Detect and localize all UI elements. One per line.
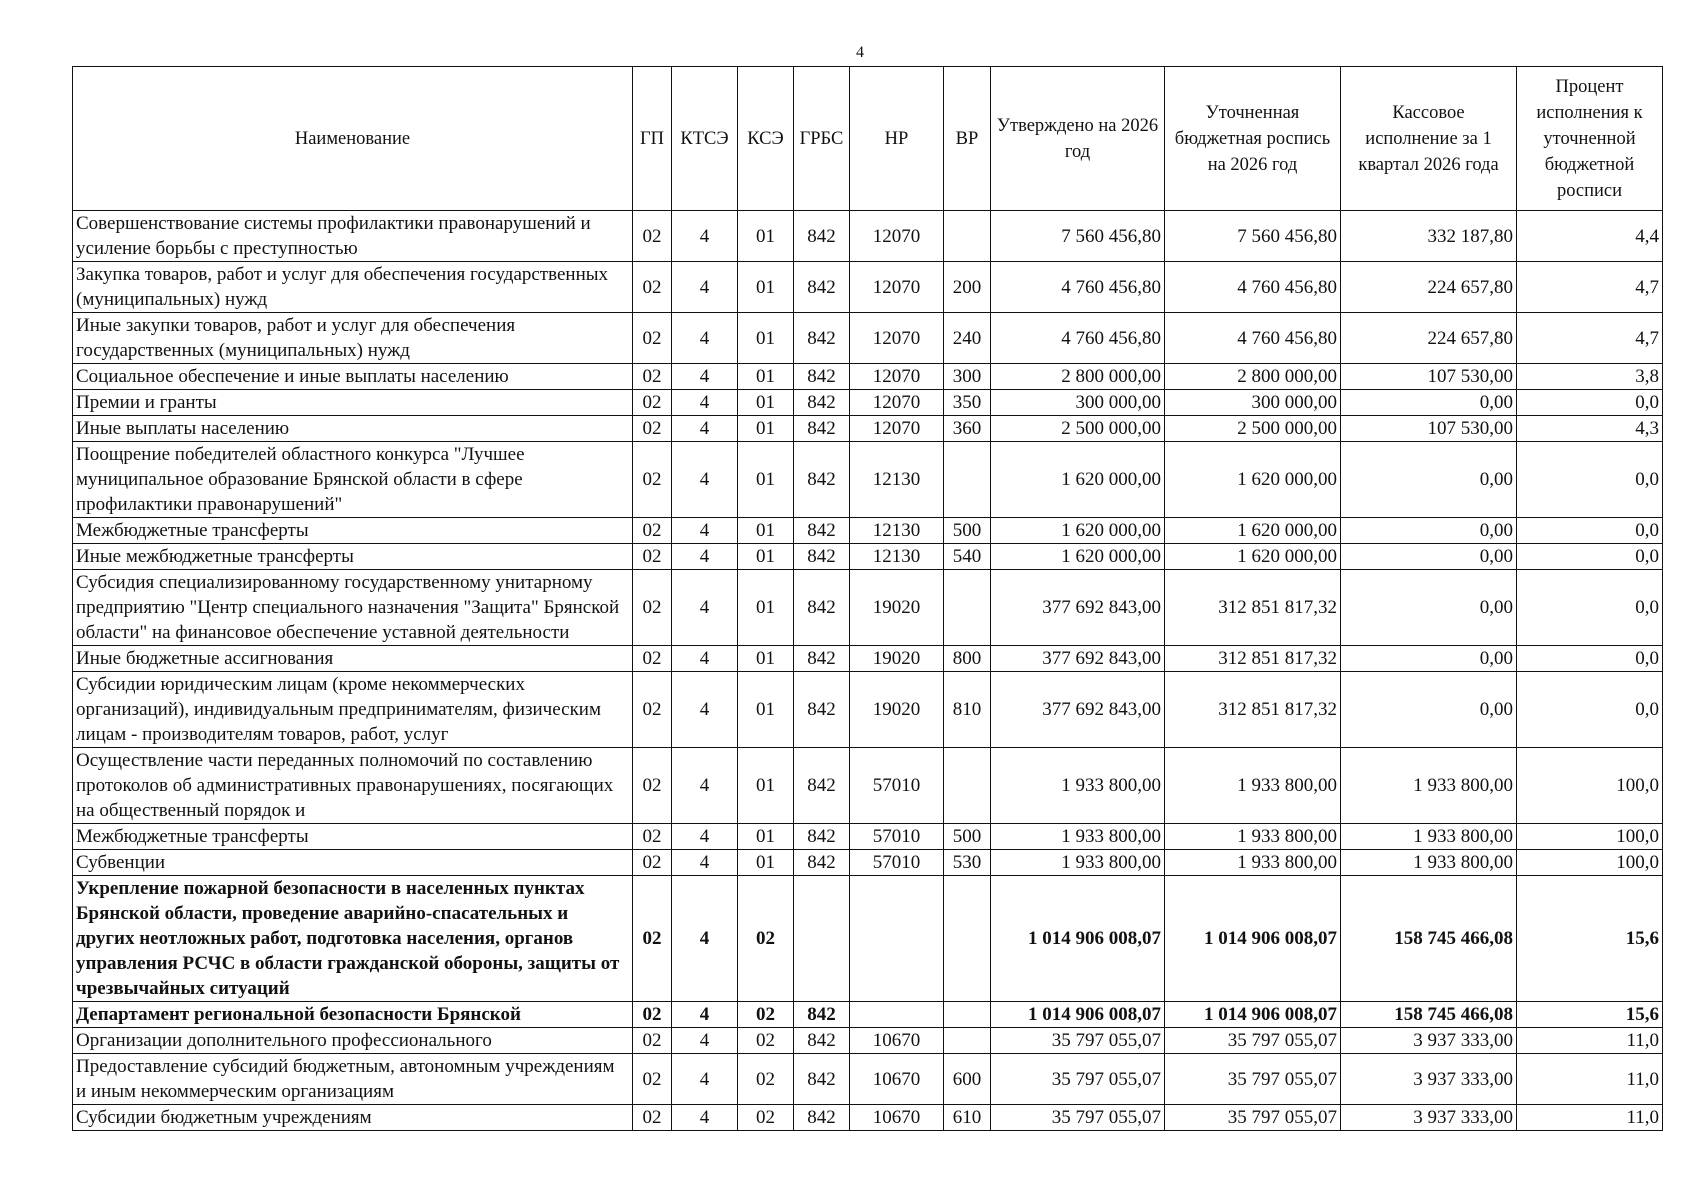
- cell-refined: 1 933 800,00: [1165, 748, 1341, 824]
- table-row: [73, 544, 1663, 570]
- cell-percent: 0,0: [1517, 646, 1663, 672]
- cell-nr: 12070: [850, 416, 944, 442]
- cell-cash: 3 937 333,00: [1341, 1054, 1517, 1105]
- cell-cash: 0,00: [1341, 518, 1517, 544]
- table-row: [73, 1054, 1663, 1105]
- cell-vr: [944, 1002, 991, 1028]
- cell-nr: 19020: [850, 646, 944, 672]
- cell-ktse: 4: [672, 876, 738, 1002]
- cell-cash: 107 530,00: [1341, 416, 1517, 442]
- cell-ktse: 4: [672, 570, 738, 646]
- cell-nr: 19020: [850, 570, 944, 646]
- cell-refined: 312 851 817,32: [1165, 672, 1341, 748]
- header-name: Наименование: [73, 67, 633, 211]
- cell-gp: 02: [633, 850, 672, 876]
- cell-gp: 02: [633, 544, 672, 570]
- cell-nr: 57010: [850, 748, 944, 824]
- cell-refined: 312 851 817,32: [1165, 646, 1341, 672]
- cell-gp: 02: [633, 262, 672, 313]
- cell-vr: 350: [944, 390, 991, 416]
- cell-approved: 1 933 800,00: [991, 824, 1165, 850]
- header-cash: Кассовое исполнение за 1 квартал 2026 года: [1341, 67, 1517, 211]
- cell-name: Субвенции: [73, 850, 633, 876]
- cell-nr: 12070: [850, 262, 944, 313]
- cell-refined: 1 933 800,00: [1165, 824, 1341, 850]
- header-ktse: КТСЭ: [672, 67, 738, 211]
- cell-approved: 2 500 000,00: [991, 416, 1165, 442]
- cell-kse: 01: [738, 570, 794, 646]
- cell-vr: 610: [944, 1105, 991, 1131]
- cell-gp: 02: [633, 824, 672, 850]
- header-grbs: ГРБС: [794, 67, 850, 211]
- table-row: [73, 262, 1663, 313]
- cell-approved: 1 014 906 008,07: [991, 1002, 1165, 1028]
- cell-grbs: 842: [794, 364, 850, 390]
- cell-ktse: 4: [672, 544, 738, 570]
- cell-approved: 1 620 000,00: [991, 544, 1165, 570]
- table-body: [73, 211, 1663, 1131]
- cell-percent: 4,7: [1517, 262, 1663, 313]
- cell-name: Организации дополнительного профессионального: [73, 1028, 633, 1054]
- table-row: [73, 442, 1663, 518]
- header-nr: НР: [850, 67, 944, 211]
- cell-gp: 02: [633, 1105, 672, 1131]
- cell-name: Иные закупки товаров, работ и услуг для обеспечения государственных (муниципальных) нужд: [73, 313, 633, 364]
- cell-grbs: 842: [794, 442, 850, 518]
- cell-ktse: 4: [672, 390, 738, 416]
- cell-name: Осуществление части переданных полномочий по составлению протоколов об административных правонарушениях, посягающих на общественный порядок и: [73, 748, 633, 824]
- cell-kse: 01: [738, 646, 794, 672]
- cell-vr: [944, 748, 991, 824]
- cell-refined: 2 800 000,00: [1165, 364, 1341, 390]
- cell-cash: 0,00: [1341, 442, 1517, 518]
- cell-percent: 11,0: [1517, 1028, 1663, 1054]
- cell-name: Укрепление пожарной безопасности в населенных пунктах Брянской области, проведение аварийно-спасательных и других неотложных работ, подготовка населения, органов управления РСЧС в области гражданской обороны, защиты от чрезвычайных ситуаций: [73, 876, 633, 1002]
- cell-name: Департамент региональной безопасности Брянской: [73, 1002, 633, 1028]
- cell-percent: 0,0: [1517, 570, 1663, 646]
- cell-nr: 12070: [850, 390, 944, 416]
- cell-name: Субсидии бюджетным учреждениям: [73, 1105, 633, 1131]
- cell-approved: 377 692 843,00: [991, 672, 1165, 748]
- cell-nr: [850, 876, 944, 1002]
- cell-vr: [944, 211, 991, 262]
- header-row: [73, 67, 1663, 211]
- cell-kse: 01: [738, 313, 794, 364]
- cell-kse: 02: [738, 1002, 794, 1028]
- cell-cash: 332 187,80: [1341, 211, 1517, 262]
- cell-cash: 3 937 333,00: [1341, 1105, 1517, 1131]
- cell-ktse: 4: [672, 313, 738, 364]
- cell-name: Иные межбюджетные трансферты: [73, 544, 633, 570]
- cell-refined: 312 851 817,32: [1165, 570, 1341, 646]
- page-number: 4: [856, 44, 864, 61]
- cell-nr: 57010: [850, 850, 944, 876]
- table-row: [73, 1028, 1663, 1054]
- cell-gp: 02: [633, 646, 672, 672]
- cell-vr: 500: [944, 518, 991, 544]
- cell-nr: 12130: [850, 544, 944, 570]
- cell-kse: 01: [738, 544, 794, 570]
- cell-nr: 10670: [850, 1028, 944, 1054]
- cell-ktse: 4: [672, 646, 738, 672]
- cell-vr: 600: [944, 1054, 991, 1105]
- header-kse: КСЭ: [738, 67, 794, 211]
- table-row: [73, 824, 1663, 850]
- cell-refined: 4 760 456,80: [1165, 262, 1341, 313]
- cell-vr: [944, 570, 991, 646]
- table-row: [73, 876, 1663, 1002]
- cell-refined: 1 620 000,00: [1165, 544, 1341, 570]
- cell-vr: 530: [944, 850, 991, 876]
- cell-grbs: 842: [794, 1105, 850, 1131]
- cell-name: Социальное обеспечение и иные выплаты населению: [73, 364, 633, 390]
- cell-cash: 3 937 333,00: [1341, 1028, 1517, 1054]
- cell-gp: 02: [633, 390, 672, 416]
- cell-approved: 1 620 000,00: [991, 518, 1165, 544]
- cell-grbs: 842: [794, 211, 850, 262]
- cell-gp: 02: [633, 1054, 672, 1105]
- cell-vr: 240: [944, 313, 991, 364]
- table-row: [73, 313, 1663, 364]
- cell-name: Иные бюджетные ассигнования: [73, 646, 633, 672]
- cell-percent: 0,0: [1517, 672, 1663, 748]
- cell-approved: 35 797 055,07: [991, 1105, 1165, 1131]
- cell-percent: 0,0: [1517, 518, 1663, 544]
- cell-vr: 810: [944, 672, 991, 748]
- cell-name: Межбюджетные трансферты: [73, 518, 633, 544]
- cell-grbs: 842: [794, 1054, 850, 1105]
- cell-ktse: 4: [672, 824, 738, 850]
- cell-vr: 800: [944, 646, 991, 672]
- cell-nr: 57010: [850, 824, 944, 850]
- cell-vr: 200: [944, 262, 991, 313]
- cell-grbs: 842: [794, 262, 850, 313]
- cell-cash: 224 657,80: [1341, 313, 1517, 364]
- cell-refined: 1 620 000,00: [1165, 518, 1341, 544]
- cell-grbs: [794, 876, 850, 1002]
- cell-refined: 300 000,00: [1165, 390, 1341, 416]
- cell-grbs: 842: [794, 672, 850, 748]
- cell-kse: 01: [738, 824, 794, 850]
- cell-ktse: 4: [672, 1105, 738, 1131]
- cell-ktse: 4: [672, 518, 738, 544]
- cell-refined: 1 933 800,00: [1165, 850, 1341, 876]
- cell-vr: [944, 876, 991, 1002]
- cell-percent: 15,6: [1517, 1002, 1663, 1028]
- cell-vr: 540: [944, 544, 991, 570]
- cell-cash: 1 933 800,00: [1341, 850, 1517, 876]
- cell-approved: 35 797 055,07: [991, 1054, 1165, 1105]
- table-row: [73, 364, 1663, 390]
- table-row: [73, 211, 1663, 262]
- cell-vr: 500: [944, 824, 991, 850]
- cell-kse: 01: [738, 364, 794, 390]
- cell-vr: 300: [944, 364, 991, 390]
- table-row: [73, 518, 1663, 544]
- cell-approved: 1 933 800,00: [991, 748, 1165, 824]
- header-refined: Уточненная бюджетная роспись на 2026 год: [1165, 67, 1341, 211]
- cell-gp: 02: [633, 876, 672, 1002]
- cell-kse: 02: [738, 876, 794, 1002]
- cell-refined: 1 014 906 008,07: [1165, 876, 1341, 1002]
- table-row: [73, 570, 1663, 646]
- cell-kse: 02: [738, 1054, 794, 1105]
- cell-kse: 01: [738, 416, 794, 442]
- table-row: [73, 646, 1663, 672]
- cell-grbs: 842: [794, 313, 850, 364]
- cell-grbs: 842: [794, 390, 850, 416]
- cell-ktse: 4: [672, 672, 738, 748]
- cell-approved: 377 692 843,00: [991, 646, 1165, 672]
- cell-percent: 0,0: [1517, 442, 1663, 518]
- cell-name: Предоставление субсидий бюджетным, автономным учреждениям и иным некоммерческим организациям: [73, 1054, 633, 1105]
- cell-nr: 12070: [850, 211, 944, 262]
- cell-grbs: 842: [794, 544, 850, 570]
- cell-grbs: 842: [794, 748, 850, 824]
- cell-cash: 158 745 466,08: [1341, 876, 1517, 1002]
- cell-refined: 35 797 055,07: [1165, 1028, 1341, 1054]
- cell-ktse: 4: [672, 442, 738, 518]
- cell-percent: 0,0: [1517, 544, 1663, 570]
- header-vr: ВР: [944, 67, 991, 211]
- cell-ktse: 4: [672, 748, 738, 824]
- budget-table: [72, 66, 1663, 1131]
- cell-name: Поощрение победителей областного конкурса "Лучшее муниципальное образование Брянской области в сфере профилактики правонарушений": [73, 442, 633, 518]
- cell-refined: 1 014 906 008,07: [1165, 1002, 1341, 1028]
- cell-vr: 360: [944, 416, 991, 442]
- cell-cash: 158 745 466,08: [1341, 1002, 1517, 1028]
- cell-approved: 1 014 906 008,07: [991, 876, 1165, 1002]
- table-row: [73, 850, 1663, 876]
- cell-percent: 11,0: [1517, 1054, 1663, 1105]
- header-percent: Процент исполнения к уточненной бюджетной росписи: [1517, 67, 1663, 211]
- table-row: [73, 672, 1663, 748]
- table-row: [73, 748, 1663, 824]
- cell-name: Субсидии юридическим лицам (кроме некоммерческих организаций), индивидуальным предпринимателям, физическим лицам - производителям товаров, работ, услуг: [73, 672, 633, 748]
- header-gp: ГП: [633, 67, 672, 211]
- cell-ktse: 4: [672, 364, 738, 390]
- cell-cash: 0,00: [1341, 544, 1517, 570]
- cell-kse: 01: [738, 211, 794, 262]
- cell-grbs: 842: [794, 518, 850, 544]
- cell-gp: 02: [633, 313, 672, 364]
- cell-percent: 100,0: [1517, 824, 1663, 850]
- cell-refined: 4 760 456,80: [1165, 313, 1341, 364]
- cell-cash: 224 657,80: [1341, 262, 1517, 313]
- cell-refined: 2 500 000,00: [1165, 416, 1341, 442]
- cell-grbs: 842: [794, 1028, 850, 1054]
- cell-gp: 02: [633, 1002, 672, 1028]
- cell-kse: 01: [738, 850, 794, 876]
- cell-percent: 4,3: [1517, 416, 1663, 442]
- cell-grbs: 842: [794, 1002, 850, 1028]
- cell-cash: 0,00: [1341, 390, 1517, 416]
- cell-nr: 10670: [850, 1105, 944, 1131]
- cell-approved: 1 933 800,00: [991, 850, 1165, 876]
- cell-ktse: 4: [672, 211, 738, 262]
- cell-ktse: 4: [672, 1028, 738, 1054]
- cell-ktse: 4: [672, 1054, 738, 1105]
- cell-name: Иные выплаты населению: [73, 416, 633, 442]
- cell-gp: 02: [633, 416, 672, 442]
- cell-kse: 01: [738, 442, 794, 518]
- cell-approved: 2 800 000,00: [991, 364, 1165, 390]
- cell-ktse: 4: [672, 850, 738, 876]
- cell-percent: 100,0: [1517, 748, 1663, 824]
- cell-grbs: 842: [794, 850, 850, 876]
- cell-kse: 01: [738, 748, 794, 824]
- cell-approved: 1 620 000,00: [991, 442, 1165, 518]
- cell-ktse: 4: [672, 416, 738, 442]
- cell-approved: 35 797 055,07: [991, 1028, 1165, 1054]
- cell-nr: 12130: [850, 518, 944, 544]
- cell-cash: 0,00: [1341, 570, 1517, 646]
- cell-percent: 11,0: [1517, 1105, 1663, 1131]
- cell-approved: 4 760 456,80: [991, 262, 1165, 313]
- table-row: [73, 390, 1663, 416]
- cell-name: Межбюджетные трансферты: [73, 824, 633, 850]
- table-row: [73, 1105, 1663, 1131]
- cell-gp: 02: [633, 442, 672, 518]
- cell-nr: 12070: [850, 364, 944, 390]
- table-row: [73, 1002, 1663, 1028]
- cell-vr: [944, 1028, 991, 1054]
- cell-refined: 1 620 000,00: [1165, 442, 1341, 518]
- table-row: [73, 416, 1663, 442]
- header-approved: Утверждено на 2026 год: [991, 67, 1165, 211]
- cell-grbs: 842: [794, 824, 850, 850]
- cell-name: Субсидия специализированному государственному унитарному предприятию "Центр специального назначения "Защита" Брянской области" на финансовое обеспечение уставной деятельности: [73, 570, 633, 646]
- cell-gp: 02: [633, 518, 672, 544]
- cell-nr: 10670: [850, 1054, 944, 1105]
- cell-gp: 02: [633, 364, 672, 390]
- cell-approved: 7 560 456,80: [991, 211, 1165, 262]
- cell-percent: 4,7: [1517, 313, 1663, 364]
- cell-gp: 02: [633, 211, 672, 262]
- cell-refined: 35 797 055,07: [1165, 1054, 1341, 1105]
- cell-nr: [850, 1002, 944, 1028]
- cell-cash: 107 530,00: [1341, 364, 1517, 390]
- cell-vr: [944, 442, 991, 518]
- cell-name: Совершенствование системы профилактики правонарушений и усиление борьбы с преступностью: [73, 211, 633, 262]
- cell-percent: 4,4: [1517, 211, 1663, 262]
- cell-nr: 12070: [850, 313, 944, 364]
- cell-nr: 12130: [850, 442, 944, 518]
- cell-ktse: 4: [672, 262, 738, 313]
- cell-kse: 01: [738, 390, 794, 416]
- cell-name: Закупка товаров, работ и услуг для обеспечения государственных (муниципальных) нужд: [73, 262, 633, 313]
- cell-kse: 02: [738, 1105, 794, 1131]
- cell-cash: 1 933 800,00: [1341, 824, 1517, 850]
- cell-percent: 0,0: [1517, 390, 1663, 416]
- cell-refined: 7 560 456,80: [1165, 211, 1341, 262]
- cell-cash: 0,00: [1341, 646, 1517, 672]
- cell-approved: 377 692 843,00: [991, 570, 1165, 646]
- cell-percent: 3,8: [1517, 364, 1663, 390]
- cell-cash: 0,00: [1341, 672, 1517, 748]
- cell-gp: 02: [633, 570, 672, 646]
- cell-approved: 300 000,00: [991, 390, 1165, 416]
- cell-grbs: 842: [794, 416, 850, 442]
- cell-kse: 01: [738, 262, 794, 313]
- cell-refined: 35 797 055,07: [1165, 1105, 1341, 1131]
- cell-gp: 02: [633, 672, 672, 748]
- cell-ktse: 4: [672, 1002, 738, 1028]
- cell-approved: 4 760 456,80: [991, 313, 1165, 364]
- cell-cash: 1 933 800,00: [1341, 748, 1517, 824]
- cell-gp: 02: [633, 748, 672, 824]
- cell-grbs: 842: [794, 570, 850, 646]
- cell-name: Премии и гранты: [73, 390, 633, 416]
- cell-kse: 01: [738, 672, 794, 748]
- cell-kse: 02: [738, 1028, 794, 1054]
- cell-kse: 01: [738, 518, 794, 544]
- cell-grbs: 842: [794, 646, 850, 672]
- cell-percent: 15,6: [1517, 876, 1663, 1002]
- cell-nr: 19020: [850, 672, 944, 748]
- cell-percent: 100,0: [1517, 850, 1663, 876]
- cell-gp: 02: [633, 1028, 672, 1054]
